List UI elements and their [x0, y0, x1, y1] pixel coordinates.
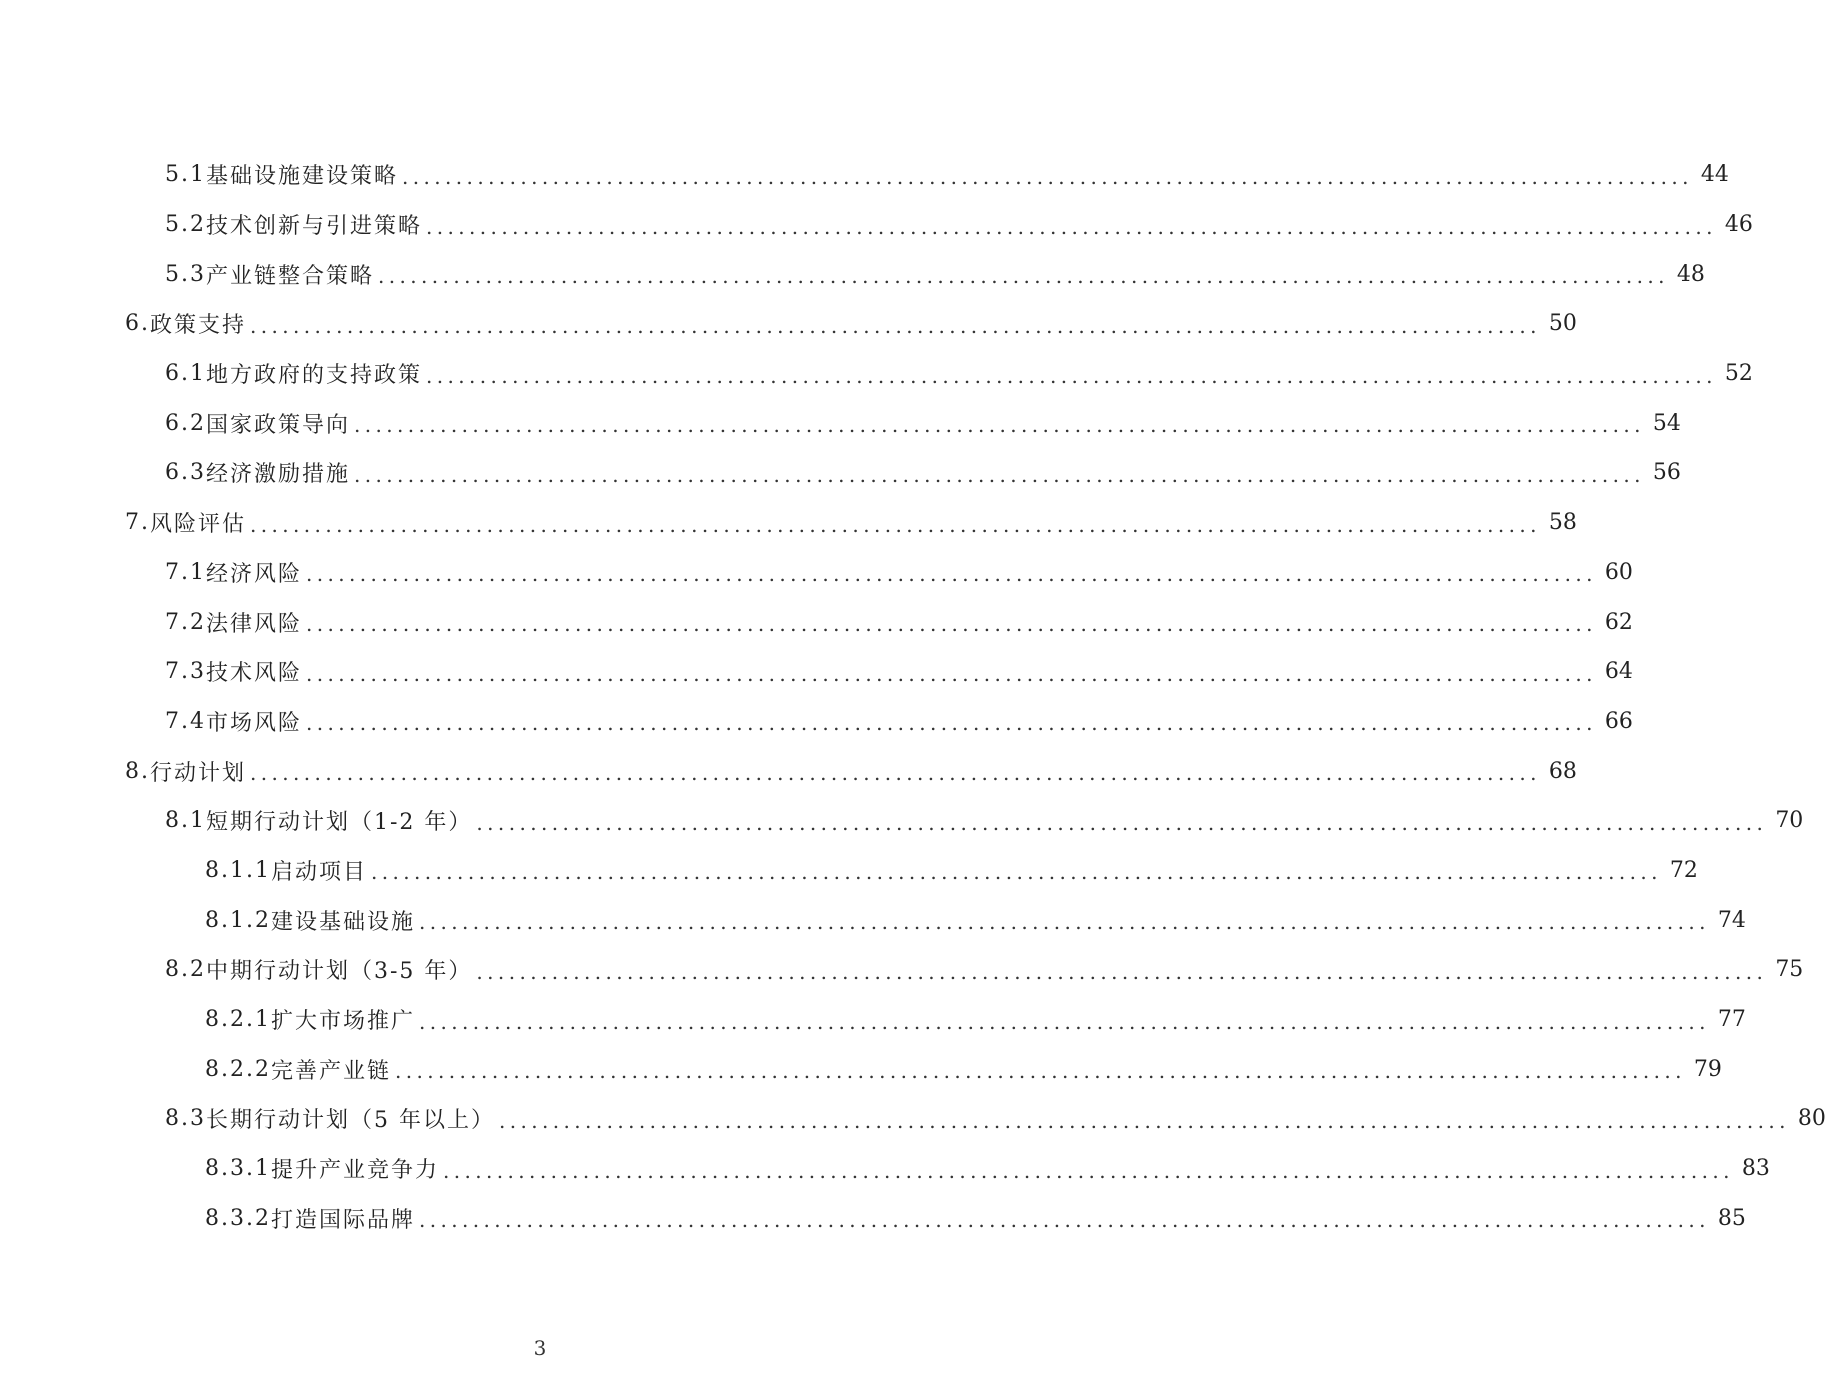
toc-entry-title: 经济激励措施 [206, 462, 351, 488]
toc-entry-title: 地方政府的支持政策 [206, 363, 423, 389]
toc-entry-number: 5.3 [165, 261, 206, 287]
toc-entry-number: 8.1.2 [205, 907, 271, 933]
toc-entry-line [165, 607, 1633, 638]
toc-entry[interactable] [0, 398, 1681, 448]
toc-entry-number: 7.4 [165, 708, 206, 734]
toc-entry-number: 6. [125, 311, 150, 337]
toc-entry[interactable] [0, 150, 1729, 200]
toc-entry-number: 5.2 [165, 212, 206, 238]
toc-entry-number: 7.1 [165, 559, 206, 585]
toc-entry-number: 8. [125, 758, 150, 784]
toc-entry[interactable] [0, 299, 1577, 349]
toc-dot-leader: ........................................................................................................................ [476, 810, 1768, 835]
toc-entry-page: 62 [1604, 609, 1633, 635]
toc-entry-line [165, 259, 1705, 290]
page-number: 3 [533, 1336, 547, 1360]
toc-entry-line [165, 706, 1633, 737]
toc-dot-leader: ........................................................................................................................ [402, 164, 1693, 189]
toc-dot-leader: ........................................................................................................................ [419, 1208, 1710, 1233]
toc-entry-number: 5.1 [165, 162, 206, 188]
toc-dot-leader: ........................................................................................................................ [395, 1059, 1686, 1084]
toc-entry[interactable] [0, 746, 1577, 796]
toc-entry[interactable] [0, 249, 1705, 299]
toc-entry-title: 技术创新与引进策略 [206, 214, 423, 240]
toc-entry-number: 8.2.1 [205, 1007, 271, 1033]
toc-dot-leader: ........................................................................................................................ [354, 413, 1645, 438]
toc-entry[interactable] [0, 1094, 1826, 1144]
toc-entry-title: 法律风险 [206, 611, 303, 637]
toc-entry-line [165, 1103, 1826, 1134]
toc-entry-title: 启动项目 [270, 859, 367, 885]
toc-entry-number: 8.3 [165, 1106, 206, 1132]
toc-dot-leader: ........................................................................................................................ [443, 1158, 1734, 1183]
toc-entry-number: 7. [125, 510, 150, 536]
toc-entry-title: 市场风险 [206, 710, 303, 736]
toc-dot-leader: ........................................................................................................................ [250, 761, 1541, 786]
toc-entry-page: 66 [1604, 708, 1633, 734]
toc-entry[interactable] [0, 548, 1633, 598]
toc-entry-line [165, 805, 1804, 836]
toc-entry-page: 54 [1652, 410, 1681, 436]
toc-entry-page: 85 [1717, 1205, 1746, 1231]
toc-entry-page: 75 [1775, 957, 1804, 983]
toc-entry[interactable] [0, 200, 1753, 250]
toc-entry-line [205, 855, 1698, 886]
toc-dot-leader: ........................................................................................................................ [306, 612, 1597, 637]
toc-entry-line [125, 756, 1577, 787]
toc-entry-number: 8.3.2 [205, 1205, 271, 1231]
toc-entry-line [205, 1153, 1770, 1184]
toc-entry-title: 中期行动计划（3-5 年） [206, 959, 473, 985]
toc-entry-title: 提升产业竞争力 [270, 1158, 439, 1184]
toc-dot-leader: ........................................................................................................................ [419, 910, 1710, 935]
toc-dot-leader: ........................................................................................................................ [250, 512, 1541, 537]
toc-entry[interactable] [0, 1044, 1722, 1094]
toc-dot-leader: ........................................................................................................................ [306, 562, 1597, 587]
toc-entry-title: 扩大市场推广 [270, 1009, 415, 1035]
toc-entry[interactable] [0, 697, 1633, 747]
toc-entry-title: 短期行动计划（1-2 年） [206, 810, 473, 836]
toc-entry-line [165, 159, 1729, 190]
toc-entry[interactable] [0, 349, 1753, 399]
toc-entry-title: 行动计划 [150, 760, 247, 786]
toc-dot-leader: ........................................................................................................................ [306, 711, 1597, 736]
toc-entry-number: 8.2 [165, 957, 206, 983]
toc-entry-page: 48 [1676, 261, 1705, 287]
toc-entry-line [165, 656, 1633, 687]
toc-dot-leader: ........................................................................................................................ [306, 661, 1597, 686]
toc-entry-page: 79 [1693, 1056, 1722, 1082]
toc-entry-number: 7.3 [165, 659, 206, 685]
toc-entry-page: 56 [1652, 460, 1681, 486]
toc-dot-leader: ........................................................................................................................ [426, 214, 1717, 239]
toc-dot-leader: ........................................................................................................................ [476, 959, 1768, 984]
toc-entry-title: 建设基础设施 [270, 909, 415, 935]
toc-entry-number: 8.3.1 [205, 1156, 271, 1182]
toc-entry-page: 80 [1797, 1106, 1826, 1132]
toc-entry-title: 打造国际品牌 [270, 1207, 415, 1233]
toc-entry-page: 44 [1700, 162, 1729, 188]
toc-entry-page: 46 [1724, 212, 1753, 238]
toc-dot-leader: ........................................................................................................................ [419, 1009, 1710, 1034]
toc-entry[interactable] [0, 796, 1804, 846]
toc-dot-leader: ........................................................................................................................ [371, 860, 1662, 885]
toc-entry-line [205, 1054, 1722, 1085]
toc-entry-page: 72 [1669, 857, 1698, 883]
toc-entry-page: 77 [1717, 1007, 1746, 1033]
toc-entry-line [165, 408, 1681, 439]
toc-entry-page: 64 [1604, 659, 1633, 685]
toc-entry-line [165, 209, 1753, 240]
toc-entry-number: 8.1.1 [205, 857, 271, 883]
toc-entry-line [125, 507, 1577, 538]
toc-entry-title: 技术风险 [206, 661, 303, 687]
toc-entry-number: 8.1 [165, 808, 206, 834]
toc-entry-title: 经济风险 [206, 561, 303, 587]
toc-entry-line [205, 905, 1746, 936]
toc-entry-page: 58 [1548, 510, 1577, 536]
toc-entry-line [125, 308, 1577, 339]
toc-entry-page: 50 [1548, 311, 1577, 337]
toc-dot-leader: ........................................................................................................................ [426, 363, 1717, 388]
toc-entry[interactable] [0, 1193, 1746, 1243]
toc-entry[interactable] [0, 597, 1633, 647]
toc-entry-title: 基础设施建设策略 [206, 164, 399, 190]
toc-entry-line [165, 954, 1804, 985]
toc-entry[interactable] [0, 647, 1633, 697]
toc-entry[interactable] [0, 846, 1698, 896]
toc-dot-leader: ........................................................................................................................ [378, 264, 1669, 289]
toc-entry-title: 风险评估 [150, 512, 247, 538]
toc-entry[interactable] [0, 1144, 1770, 1194]
toc-entry-number: 6.3 [165, 460, 206, 486]
toc-entry-number: 6.1 [165, 361, 206, 387]
toc-dot-leader: ........................................................................................................................ [499, 1108, 1790, 1133]
toc-entry-title: 长期行动计划（5 年以上） [206, 1108, 495, 1134]
toc-entry-title: 完善产业链 [270, 1058, 391, 1084]
toc-dot-leader: ........................................................................................................................ [354, 462, 1645, 487]
toc-entry-number: 7.2 [165, 609, 206, 635]
toc-entry-title: 国家政策导向 [206, 412, 351, 438]
toc-entry[interactable] [0, 448, 1681, 498]
toc-entry[interactable] [0, 995, 1746, 1045]
toc-entry-page: 68 [1548, 758, 1577, 784]
toc-entry[interactable] [0, 945, 1804, 995]
toc-entry[interactable] [0, 895, 1746, 945]
toc-entry-page: 83 [1741, 1156, 1770, 1182]
table-of-contents [0, 150, 1826, 1243]
toc-entry-number: 8.2.2 [205, 1056, 271, 1082]
toc-entry-page: 74 [1717, 907, 1746, 933]
toc-entry-line [165, 457, 1681, 488]
toc-entry[interactable] [0, 498, 1577, 548]
toc-entry-line [205, 1203, 1746, 1234]
toc-entry-line [165, 358, 1753, 389]
toc-entry-page: 60 [1604, 559, 1633, 585]
toc-entry-page: 52 [1724, 361, 1753, 387]
toc-entry-title: 产业链整合策略 [206, 263, 375, 289]
toc-dot-leader: ........................................................................................................................ [250, 313, 1541, 338]
toc-entry-number: 6.2 [165, 410, 206, 436]
toc-entry-page: 70 [1775, 808, 1804, 834]
toc-entry-line [205, 1004, 1746, 1035]
toc-entry-title: 政策支持 [150, 313, 247, 339]
toc-entry-line [165, 557, 1633, 588]
